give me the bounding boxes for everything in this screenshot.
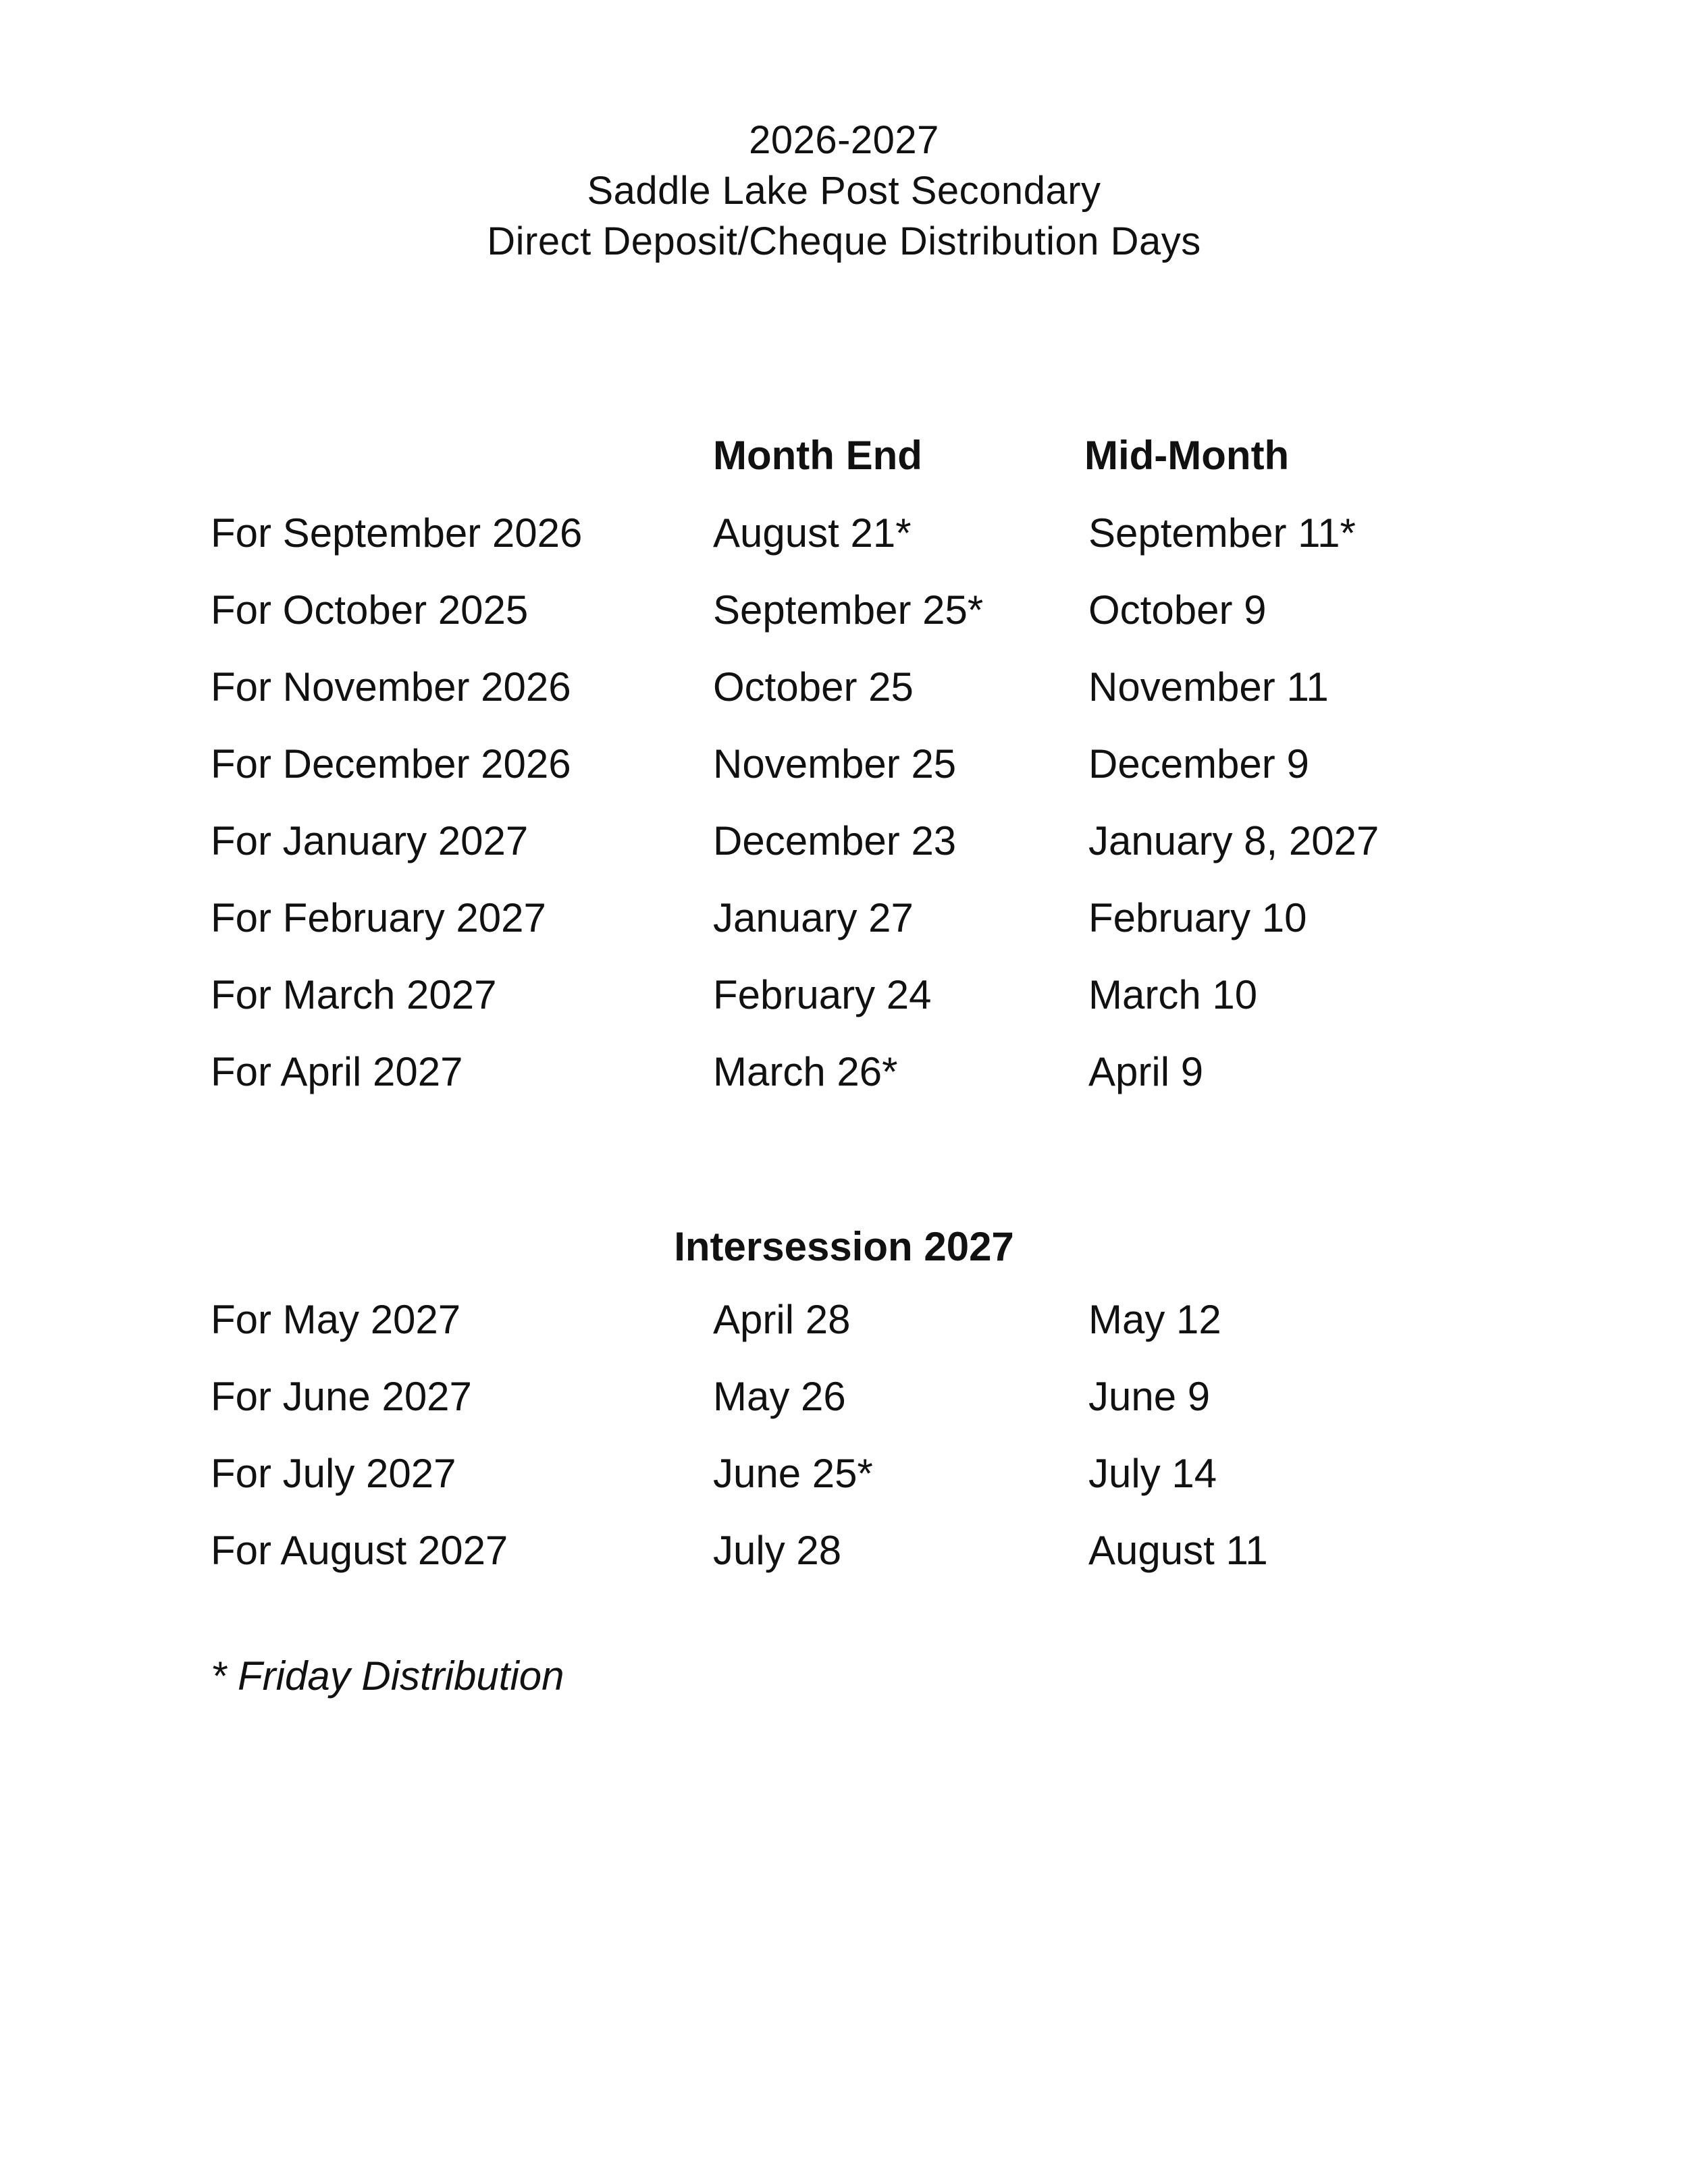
row-label: For November 2026 xyxy=(211,664,571,710)
column-header-month-end: Month End xyxy=(713,433,922,478)
table-row xyxy=(0,583,1688,637)
footnote: * Friday Distribution xyxy=(211,1653,564,1699)
row-label: For September 2026 xyxy=(211,510,583,556)
document-title xyxy=(0,115,1688,267)
month-end-date: March 26* xyxy=(713,1049,898,1094)
mid-month-date: May 12 xyxy=(1088,1297,1221,1342)
row-label: For July 2027 xyxy=(211,1451,456,1496)
row-label: For June 2027 xyxy=(211,1374,472,1419)
table-row xyxy=(0,1524,1688,1578)
row-label: For October 2025 xyxy=(211,587,529,633)
month-end-date: June 25* xyxy=(713,1451,873,1496)
table-row xyxy=(0,814,1688,868)
title-organization: Saddle Lake Post Secondary xyxy=(587,169,1101,213)
month-end-date: November 25 xyxy=(713,741,957,787)
mid-month-date: February 10 xyxy=(1088,895,1307,940)
table-row xyxy=(0,660,1688,714)
table-row xyxy=(0,737,1688,791)
mid-month-date: November 11 xyxy=(1088,664,1329,710)
table-row xyxy=(0,1447,1688,1501)
table-row xyxy=(0,891,1688,945)
table-row xyxy=(0,1045,1688,1099)
table-row xyxy=(0,968,1688,1022)
month-end-date: January 27 xyxy=(713,895,914,940)
row-label: For March 2027 xyxy=(211,972,497,1017)
row-label: For August 2027 xyxy=(211,1528,508,1573)
table-row xyxy=(0,1293,1688,1347)
title-years: 2026-2027 xyxy=(749,118,939,162)
month-end-date: October 25 xyxy=(713,664,914,710)
column-header-mid-month: Mid-Month xyxy=(1084,433,1290,478)
month-end-date: July 28 xyxy=(713,1528,842,1573)
row-label: For December 2026 xyxy=(211,741,571,787)
mid-month-date: December 9 xyxy=(1088,741,1309,787)
row-label: For April 2027 xyxy=(211,1049,463,1094)
month-end-date: December 23 xyxy=(713,818,957,863)
mid-month-date: October 9 xyxy=(1088,587,1267,633)
month-end-date: August 21* xyxy=(713,510,912,556)
title-subject: Direct Deposit/Cheque Distribution Days xyxy=(487,219,1201,263)
month-end-date: February 24 xyxy=(713,972,932,1017)
mid-month-date: July 14 xyxy=(1088,1451,1217,1496)
mid-month-date: March 10 xyxy=(1088,972,1258,1017)
row-label: For February 2027 xyxy=(211,895,546,940)
table-header xyxy=(0,429,1688,483)
table-row xyxy=(0,1370,1688,1424)
mid-month-date: January 8, 2027 xyxy=(1088,818,1379,863)
intersession-heading: Intersession 2027 xyxy=(674,1224,1014,1269)
row-label: For May 2027 xyxy=(211,1297,461,1342)
table-row xyxy=(0,506,1688,560)
mid-month-date: September 11* xyxy=(1088,510,1356,556)
month-end-date: April 28 xyxy=(713,1297,851,1342)
month-end-date: May 26 xyxy=(713,1374,846,1419)
mid-month-date: August 11 xyxy=(1088,1528,1268,1573)
mid-month-date: June 9 xyxy=(1088,1374,1211,1419)
row-label: For January 2027 xyxy=(211,818,529,863)
month-end-date: September 25* xyxy=(713,587,984,633)
mid-month-date: April 9 xyxy=(1088,1049,1204,1094)
